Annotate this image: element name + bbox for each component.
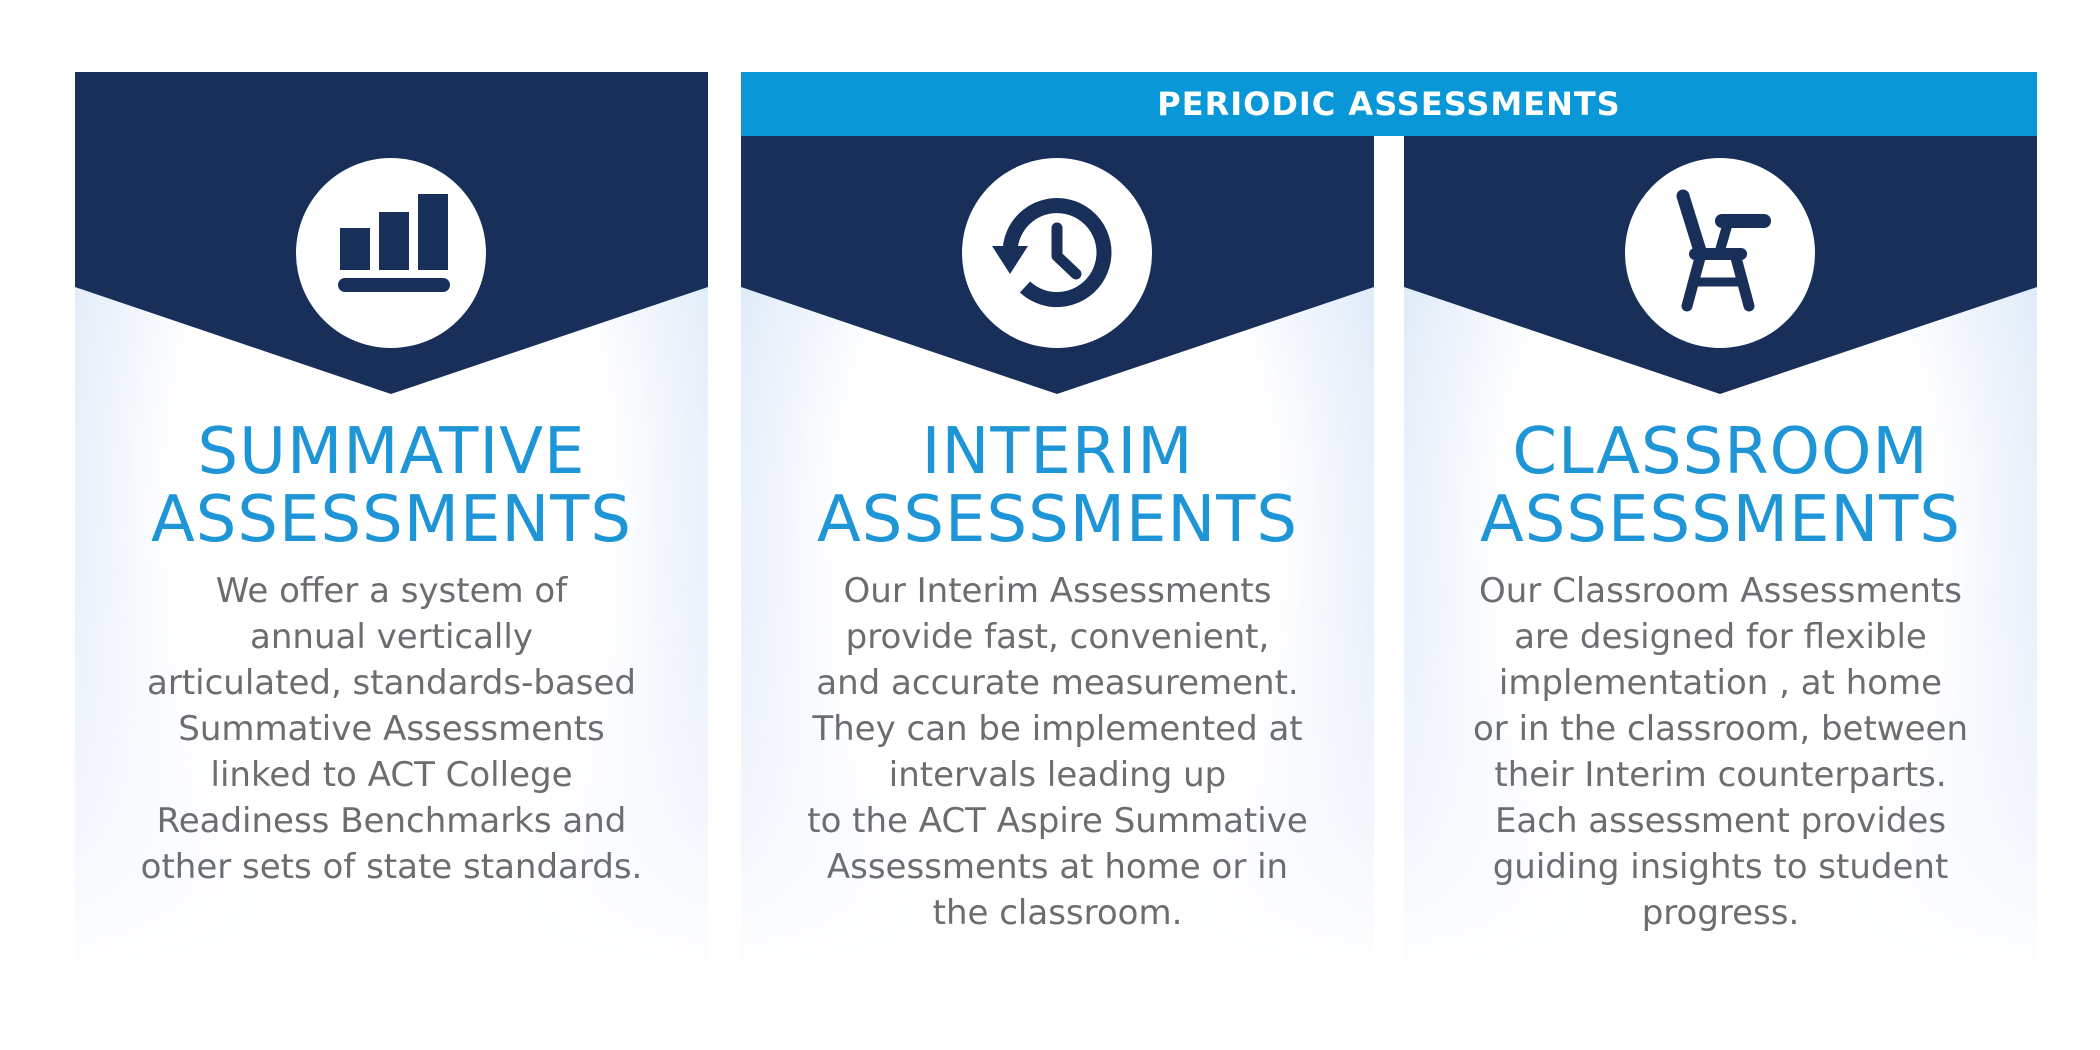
bar-chart-icon [326, 188, 456, 318]
card-description: We offer a system of annual vertically articulated, standards-based Summative Assessments linked to ACT College Readiness Benchmarks and other sets of state standards. [140, 571, 643, 887]
interim-card [741, 136, 1374, 982]
summative-card [75, 72, 708, 982]
icon-badge [296, 158, 486, 348]
school-desk-icon [1655, 188, 1785, 318]
card-title: SUMMATIVE ASSESSMENTS [151, 415, 632, 557]
icon-badge [962, 158, 1152, 348]
card-description: Our Interim Assessments provide fast, convenient, and accurate measurement. They can be implemented at intervals leading up to the ACT Aspire Summative Assessments at home or in the classroom. [807, 571, 1308, 933]
periodic-assessments-banner [741, 72, 2037, 136]
card-description: Our Classroom Assessments are designed for flexible implementation , at home or in the classroom, between their Interim counterparts. Each assessment provides guiding insights to student progress. [1473, 571, 1968, 933]
card-title: CLASSROOM ASSESSMENTS [1480, 415, 1961, 557]
icon-badge [1625, 158, 1815, 348]
card-title: INTERIM ASSESSMENTS [817, 415, 1298, 557]
classroom-card [1404, 136, 2037, 982]
banner-label: PERIODIC ASSESSMENTS [1157, 85, 1621, 123]
history-clock-icon [992, 188, 1122, 318]
